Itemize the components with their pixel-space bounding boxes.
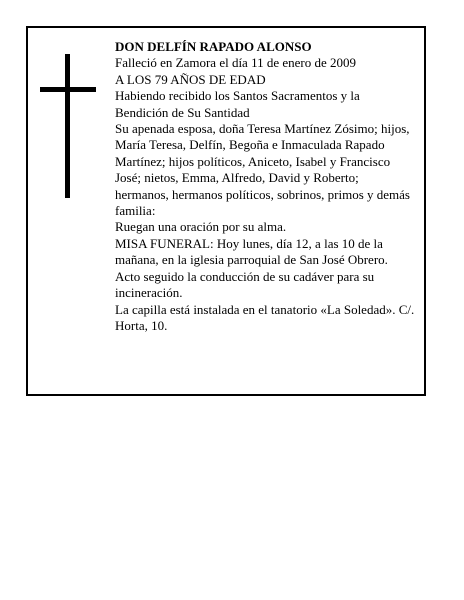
notice-text <box>115 39 415 334</box>
obituary-notice <box>26 26 426 396</box>
age-line: A LOS 79 AÑOS DE EDAD <box>115 71 266 87</box>
prayer-request: Ruegan una oración por su alma. <box>115 219 287 235</box>
cross-vertical-bar <box>65 54 70 198</box>
death-date-line: Falleció en Zamora el día 11 de enero de 2009 <box>115 55 357 71</box>
family-paragraph: Su apenada esposa, doña Teresa Martínez Zósimo; hijos, María Teresa, Delfín, Begoña e Inmaculada Rapado Martínez; hijos políticos, Aniceto, Isabel y Francisco José; nietos, Emma, Alfredo, David y Roberto; hermanos, hermanos políticos, sobrinos, primos y demás familia: <box>115 121 410 219</box>
chapel-location-paragraph: La capilla está instalada en el tanatorio «La Soledad». C/. Horta, 10. <box>115 301 415 333</box>
cross-horizontal-bar <box>40 87 96 92</box>
cross-icon <box>40 54 96 198</box>
funeral-mass-paragraph: MISA FUNERAL: Hoy lunes, día 12, a las 10 de la mañana, en la iglesia parroquial de San José Obrero. Acto seguido la conducción de su cadáver para su incineración. <box>115 235 388 301</box>
deceased-name: DON DELFÍN RAPADO ALONSO <box>115 39 312 54</box>
sacraments-paragraph: Habiendo recibido los Santos Sacramentos y la Bendición de Su Santidad <box>115 88 360 120</box>
